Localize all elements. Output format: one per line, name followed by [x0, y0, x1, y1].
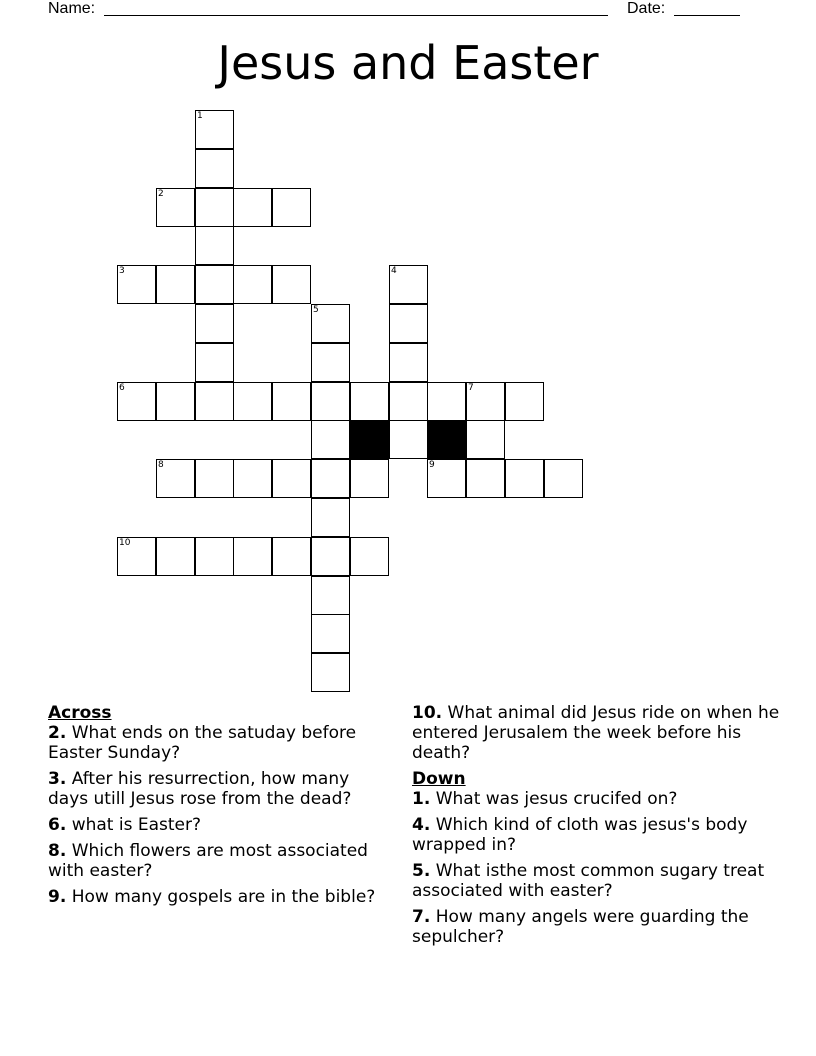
clue-down-5	[412, 861, 782, 901]
grid-cell[interactable]	[195, 343, 234, 382]
clue-number: 2.	[48, 723, 67, 743]
grid-cell[interactable]	[311, 382, 350, 421]
right-clues	[412, 703, 782, 953]
clue-number: 7.	[412, 907, 431, 927]
grid-cell[interactable]	[117, 537, 156, 576]
grid-cell[interactable]	[156, 459, 195, 498]
clue-number-label: 2	[158, 189, 164, 199]
clue-text: What was jesus crucifed on?	[435, 789, 678, 809]
grid-cell[interactable]	[156, 265, 195, 304]
grid-cell[interactable]	[505, 382, 544, 421]
grid-cell[interactable]	[466, 382, 505, 421]
date-label: Date:	[627, 0, 666, 17]
clue-number-label: 9	[429, 460, 435, 470]
grid-cell[interactable]	[427, 382, 466, 421]
grid-cell[interactable]	[272, 537, 311, 576]
grid-cell[interactable]	[195, 304, 234, 343]
grid-cell[interactable]	[389, 382, 428, 421]
clue-across-6	[48, 815, 393, 835]
grid-cell[interactable]	[195, 226, 234, 265]
grid-cell[interactable]	[311, 614, 350, 653]
grid-cell[interactable]	[505, 459, 544, 498]
grid-cell[interactable]	[195, 537, 234, 576]
grid-cell[interactable]	[389, 304, 428, 343]
grid-cell[interactable]	[389, 343, 428, 382]
clue-across-10	[412, 703, 782, 763]
clue-across-8	[48, 841, 393, 881]
clue-number: 8.	[48, 841, 67, 861]
clue-number-label: 1	[197, 111, 203, 121]
grid-cell[interactable]	[544, 459, 583, 498]
clue-number: 1.	[412, 789, 431, 809]
clue-text: Which kind of cloth was jesus's body wrapped in?	[412, 815, 748, 855]
clue-down-7	[412, 907, 782, 947]
grid-cell[interactable]	[311, 576, 350, 615]
clue-number-label: 7	[468, 383, 474, 393]
clue-text: What isthe most common sugary treat associated with easter?	[412, 861, 765, 901]
down-heading: Down	[412, 769, 466, 789]
clue-across-2	[48, 723, 393, 763]
grid-cell[interactable]	[350, 459, 389, 498]
grid-cell[interactable]	[272, 382, 311, 421]
name-label: Name:	[48, 0, 96, 17]
grid-cell[interactable]	[311, 537, 350, 576]
grid-cell[interactable]	[195, 110, 234, 149]
clue-number: 4.	[412, 815, 431, 835]
grid-cell[interactable]	[466, 420, 505, 459]
grid-cell[interactable]	[117, 382, 156, 421]
grid-cell[interactable]	[233, 382, 272, 421]
grid-cell[interactable]	[195, 149, 234, 188]
clue-number: 3.	[48, 769, 67, 789]
clue-down-4	[412, 815, 782, 855]
clue-text: How many gospels are in the bible?	[71, 887, 376, 907]
grid-cell[interactable]	[272, 265, 311, 304]
grid-cell[interactable]	[195, 382, 234, 421]
clue-text: Which flowers are most associated with easter?	[48, 841, 368, 881]
across-heading: Across	[48, 703, 112, 723]
clue-across-3	[48, 769, 393, 809]
clue-down-1	[412, 789, 782, 809]
grid-cell[interactable]	[350, 537, 389, 576]
grid-cell[interactable]	[272, 188, 311, 227]
clue-number: 10.	[412, 703, 443, 723]
grid-cell[interactable]	[350, 382, 389, 421]
clue-text: What ends on the satuday before Easter Sunday?	[48, 723, 357, 763]
across-clues	[48, 703, 393, 913]
grid-cell[interactable]	[233, 537, 272, 576]
grid-cell[interactable]	[311, 420, 350, 459]
grid-cell[interactable]	[311, 459, 350, 498]
grid-cell[interactable]	[233, 265, 272, 304]
grid-cell[interactable]	[195, 459, 234, 498]
grid-cell[interactable]	[311, 343, 350, 382]
grid-cell[interactable]	[427, 459, 466, 498]
grid-cell[interactable]	[156, 537, 195, 576]
grid-cell[interactable]	[156, 188, 195, 227]
grid-cell[interactable]	[311, 653, 350, 692]
grid-cell[interactable]	[389, 265, 428, 304]
grid-cell[interactable]	[117, 265, 156, 304]
clue-number-label: 4	[391, 266, 397, 276]
clue-number: 9.	[48, 887, 67, 907]
grid-cell[interactable]	[195, 265, 234, 304]
clue-number-label: 3	[119, 266, 125, 276]
clue-number: 5.	[412, 861, 431, 881]
page-title: Jesus and Easter	[217, 36, 599, 90]
grid-cell[interactable]	[389, 420, 428, 459]
black-cell	[427, 420, 466, 459]
clue-text: what is Easter?	[71, 815, 202, 835]
clue-number-label: 8	[158, 460, 164, 470]
clue-number-label: 10	[119, 538, 131, 548]
grid-cell[interactable]	[466, 459, 505, 498]
clue-across-9	[48, 887, 393, 907]
clue-number-label: 5	[313, 305, 319, 315]
clue-number: 6.	[48, 815, 67, 835]
grid-cell[interactable]	[272, 459, 311, 498]
grid-cell[interactable]	[311, 498, 350, 537]
clue-text: After his resurrection, how many days utill Jesus rose from the dead?	[48, 769, 352, 809]
clue-text: What animal did Jesus ride on when he entered Jerusalem the week before his death?	[412, 703, 780, 763]
clue-text: How many angels were guarding the sepulcher?	[412, 907, 749, 947]
black-cell	[350, 420, 389, 459]
grid-cell[interactable]	[233, 459, 272, 498]
grid-cell[interactable]	[311, 304, 350, 343]
clue-number-label: 6	[119, 383, 125, 393]
grid-cell[interactable]	[233, 188, 272, 227]
grid-cell[interactable]	[195, 188, 234, 227]
grid-cell[interactable]	[156, 382, 195, 421]
